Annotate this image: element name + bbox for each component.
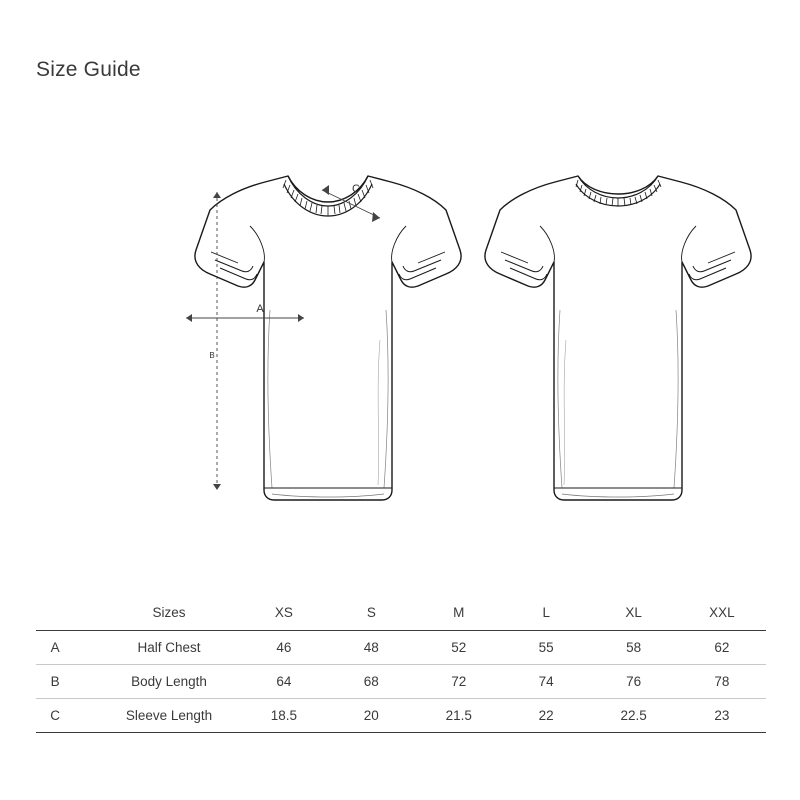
size-table-body [36, 631, 766, 733]
cell-m: 21.5 [415, 699, 503, 733]
cell-xl: 22.5 [589, 699, 677, 733]
page-title: Size Guide [36, 58, 141, 81]
label-c: C [352, 183, 360, 195]
cell-s: 20 [328, 699, 415, 733]
row-label: Half Chest [74, 631, 239, 665]
table-row [36, 699, 766, 733]
header-letter [36, 596, 74, 631]
row-letter: B [36, 665, 74, 699]
row-letter: C [36, 699, 74, 733]
cell-l: 55 [503, 631, 590, 665]
cell-xs: 46 [240, 631, 328, 665]
cell-l: 22 [503, 699, 590, 733]
label-a: A [256, 303, 264, 315]
header-xl: XL [589, 596, 677, 631]
row-letter: A [36, 631, 74, 665]
size-table [36, 596, 766, 733]
cell-xxl: 78 [678, 665, 766, 699]
row-label: Body Length [74, 665, 239, 699]
cell-m: 72 [415, 665, 503, 699]
header-sizes: Sizes [74, 596, 239, 631]
back-collar-ribbing [576, 180, 661, 206]
header-xxl: XXL [678, 596, 766, 631]
tshirt-back-view [485, 176, 751, 500]
cell-xs: 18.5 [240, 699, 328, 733]
table-header-row [36, 596, 766, 631]
cell-l: 74 [503, 665, 590, 699]
cell-m: 52 [415, 631, 503, 665]
measurement-annotations [186, 185, 380, 490]
cell-xxl: 62 [678, 631, 766, 665]
tshirt-front-view [195, 176, 461, 500]
cell-xs: 64 [240, 665, 328, 699]
tshirt-illustration [60, 140, 760, 540]
table-row [36, 631, 766, 665]
cell-xl: 58 [589, 631, 677, 665]
header-m: M [415, 596, 503, 631]
size-table-head [36, 596, 766, 631]
label-b: B [209, 351, 215, 360]
tshirt-diagram-svg [60, 140, 760, 540]
cell-s: 68 [328, 665, 415, 699]
header-xs: XS [240, 596, 328, 631]
table-row [36, 665, 766, 699]
header-s: S [328, 596, 415, 631]
row-label: Sleeve Length [74, 699, 239, 733]
cell-xxl: 23 [678, 699, 766, 733]
cell-s: 48 [328, 631, 415, 665]
header-l: L [503, 596, 590, 631]
size-table-container [36, 596, 766, 733]
cell-xl: 76 [589, 665, 677, 699]
